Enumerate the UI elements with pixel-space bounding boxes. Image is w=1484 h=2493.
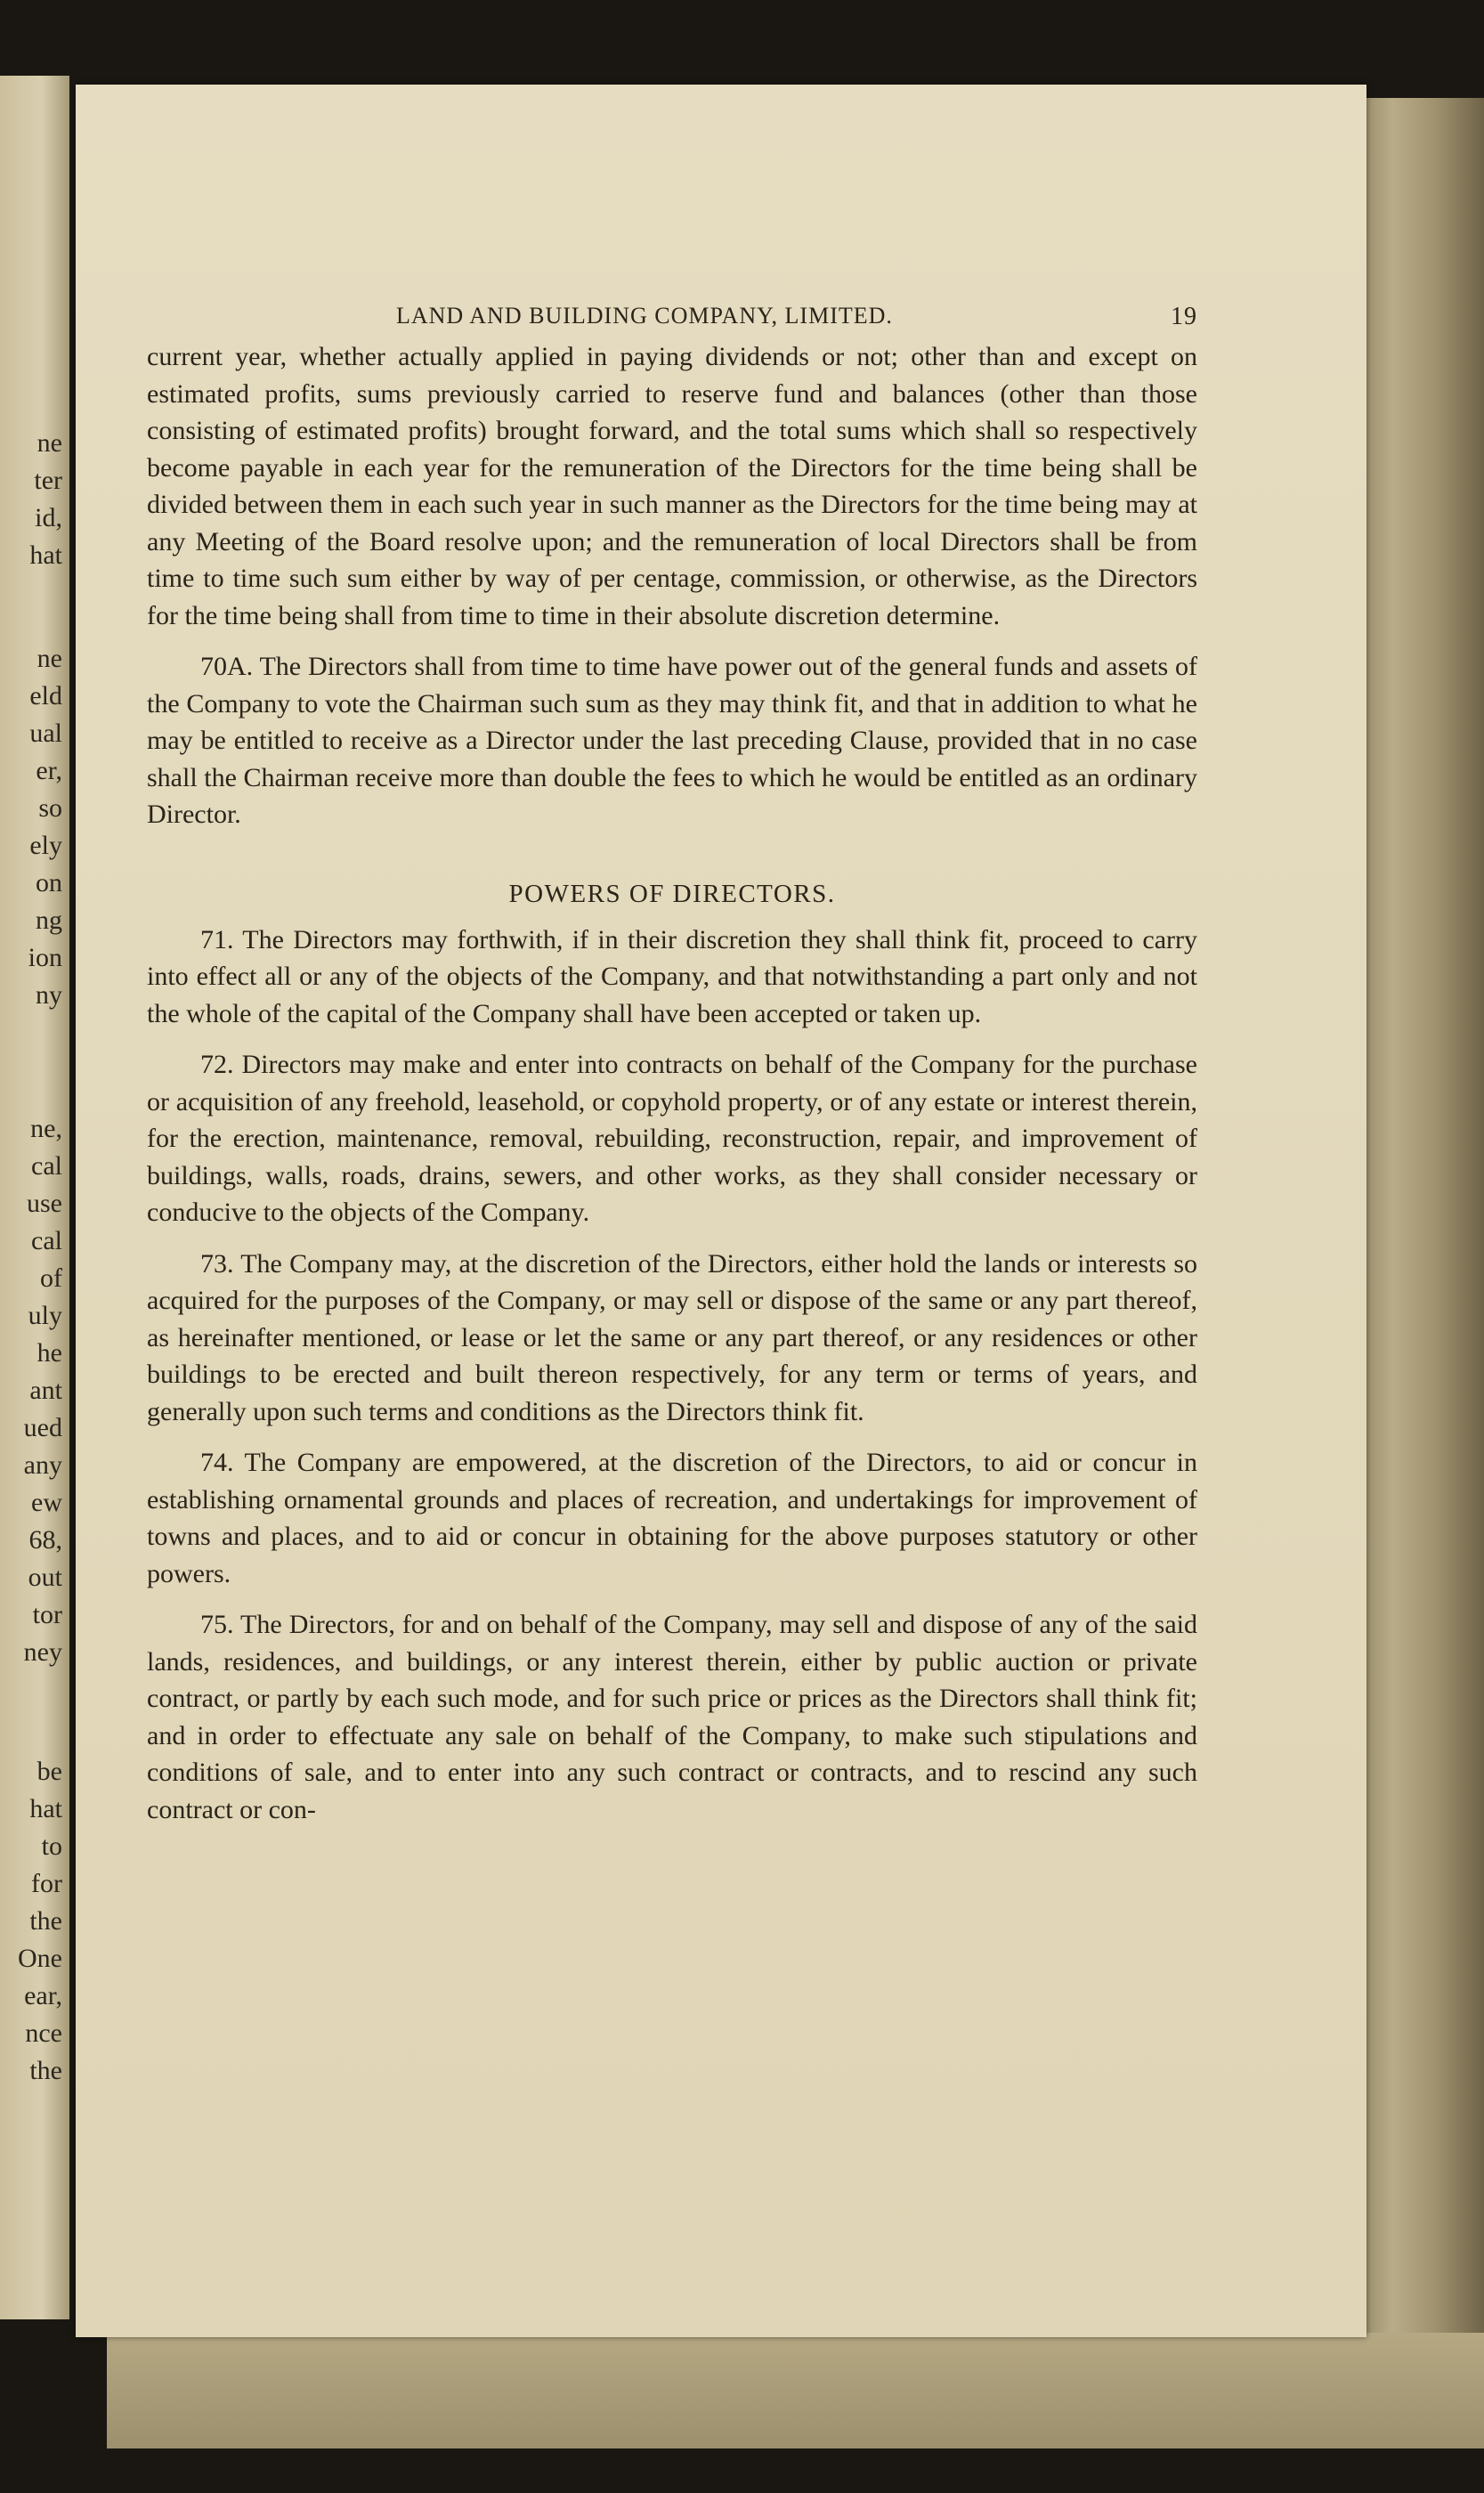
left-fragment: ual bbox=[29, 719, 62, 748]
left-fragment: hat bbox=[29, 1794, 62, 1823]
left-fragment: nce bbox=[25, 2018, 62, 2048]
clause-72: 72. Directors may make and enter into contracts on behalf of the Company for the purchase or acquisition of any freehold, leasehold, or copyhold property, or of any estate or interest therein, for the erection, maintenance, removal, rebuilding, reconstruction, repair, and improvement of buildings, walls, roads, drains, sewers, and other works, as they shall consider necessary or conducive to the objects of the Company. bbox=[147, 1050, 1197, 1227]
clause-74: 74. The Company are empowered, at the discretion of the Directors, to aid or concur in establishing ornamental grounds and places of recreation, and undertakings for improvement of towns and places, and to aid or concur in obtaining for the above purposes statutory or other powers. bbox=[147, 1448, 1197, 1588]
left-fragment: id, bbox=[35, 503, 62, 532]
left-fragment: cal bbox=[31, 1151, 62, 1181]
left-fragment: uly bbox=[28, 1301, 62, 1330]
left-fragment: ely bbox=[29, 831, 62, 860]
left-fragment: ant bbox=[29, 1376, 62, 1405]
left-fragment: ne, bbox=[30, 1114, 62, 1143]
left-fragment: 68, bbox=[28, 1525, 62, 1555]
bottom-page-edges bbox=[107, 2333, 1484, 2448]
left-fragment: ew bbox=[31, 1488, 62, 1517]
clause-75: 75. The Directors, for and on behalf of the Company, may sell and dispose of any of the said lands, residences, and buildings, or any interest therein, either by public auction or private contract, or partly by each such mode, and for such price or prices as the Directors shall think fit; and in order to effectuate any sale on behalf of the Company, to make such stipulations and conditions of sale, and to enter into any such contract or contracts, and to rescind any such contract or con- bbox=[147, 1610, 1197, 1824]
left-fragment: tor bbox=[32, 1600, 62, 1629]
page-edge-stack bbox=[1362, 98, 1484, 2448]
left-fragment: cal bbox=[31, 1226, 62, 1255]
left-fragment: ne bbox=[36, 428, 62, 458]
left-fragment: the bbox=[29, 1906, 62, 1936]
left-page-margin bbox=[0, 76, 69, 2319]
left-fragment: he bbox=[36, 1338, 62, 1368]
running-head bbox=[147, 294, 1197, 338]
left-fragment: ney bbox=[23, 1637, 62, 1667]
left-fragment: be bbox=[36, 1757, 62, 1786]
left-fragment: One bbox=[18, 1944, 62, 1973]
running-title: LAND AND BUILDING COMPANY, LIMITED. bbox=[396, 303, 893, 329]
page-number: 19 bbox=[1171, 303, 1197, 330]
page-text bbox=[147, 294, 1197, 1842]
left-fragment: the bbox=[29, 2056, 62, 2085]
left-fragment: for bbox=[31, 1869, 62, 1898]
left-fragment: use bbox=[27, 1189, 62, 1218]
clause-71: 71. The Directors may forthwith, if in their discretion they shall think fit, proceed to carry into effect all or any of the objects of the Company, and that notwithstanding a part only and not the whole of the capital of the Company shall have been accepted or taken up. bbox=[147, 924, 1197, 1028]
left-fragment: ear, bbox=[24, 1981, 62, 2010]
left-fragment: so bbox=[38, 793, 62, 823]
section-heading: POWERS OF DIRECTORS. bbox=[508, 879, 836, 908]
left-fragment: ng bbox=[36, 905, 62, 935]
left-fragment: ion bbox=[28, 943, 62, 972]
left-fragment: of bbox=[40, 1263, 62, 1293]
left-fragment: hat bbox=[29, 540, 62, 570]
clause-70a: 70A. The Directors shall from time to time have power out of the general funds and assets of the Company to vote the Chairman such sum as they may think fit, and that in addition to what he may be entitled to receive as a Director under the last preceding Clause, provided that in no case shall the Chairman receive more than double the fees to which he would be entitled as an ordinary Director. bbox=[147, 652, 1197, 829]
left-fragment: to bbox=[41, 1831, 62, 1861]
left-fragment: ne bbox=[36, 644, 62, 673]
left-fragment: ny bbox=[36, 980, 62, 1010]
left-fragment: on bbox=[36, 868, 62, 897]
left-fragment: eld bbox=[29, 681, 62, 711]
left-fragment: er, bbox=[36, 756, 62, 785]
left-fragment: out bbox=[28, 1563, 62, 1592]
clause-73: 73. The Company may, at the discretion of the Directors, either hold the lands or interests so acquired for the purposes of the Company, or may sell or dispose of the same or any part thereof, as hereinafter mentioned, or lease or let the same or any part thereof, or any residences or other buildings to be erected and built thereon respectively, for any term or terms of years, and generally upon such terms and conditions as the Directors think fit. bbox=[147, 1248, 1197, 1426]
left-fragment: ued bbox=[23, 1413, 62, 1442]
left-fragment: ter bbox=[34, 466, 62, 495]
left-fragment: any bbox=[23, 1450, 62, 1480]
paragraph: current year, whether actually applied in paying dividends or not; other than and except on estimated profits, sums previously carried to reserve fund and balances (other than those consisting of estimated profits) brought forward, and the total sums which shall so respectively become payable in each year for the remuneration of the Directors for the time being shall be divided between them in each such year in such manner as the Directors for the time being may at any Meeting of the Board resolve upon; and the remuneration of local Directors shall be from time to time such sum either by way of per centage, commission, or otherwise, as the Directors for the time being shall from time to time in their absolute discretion determine. bbox=[147, 342, 1197, 630]
